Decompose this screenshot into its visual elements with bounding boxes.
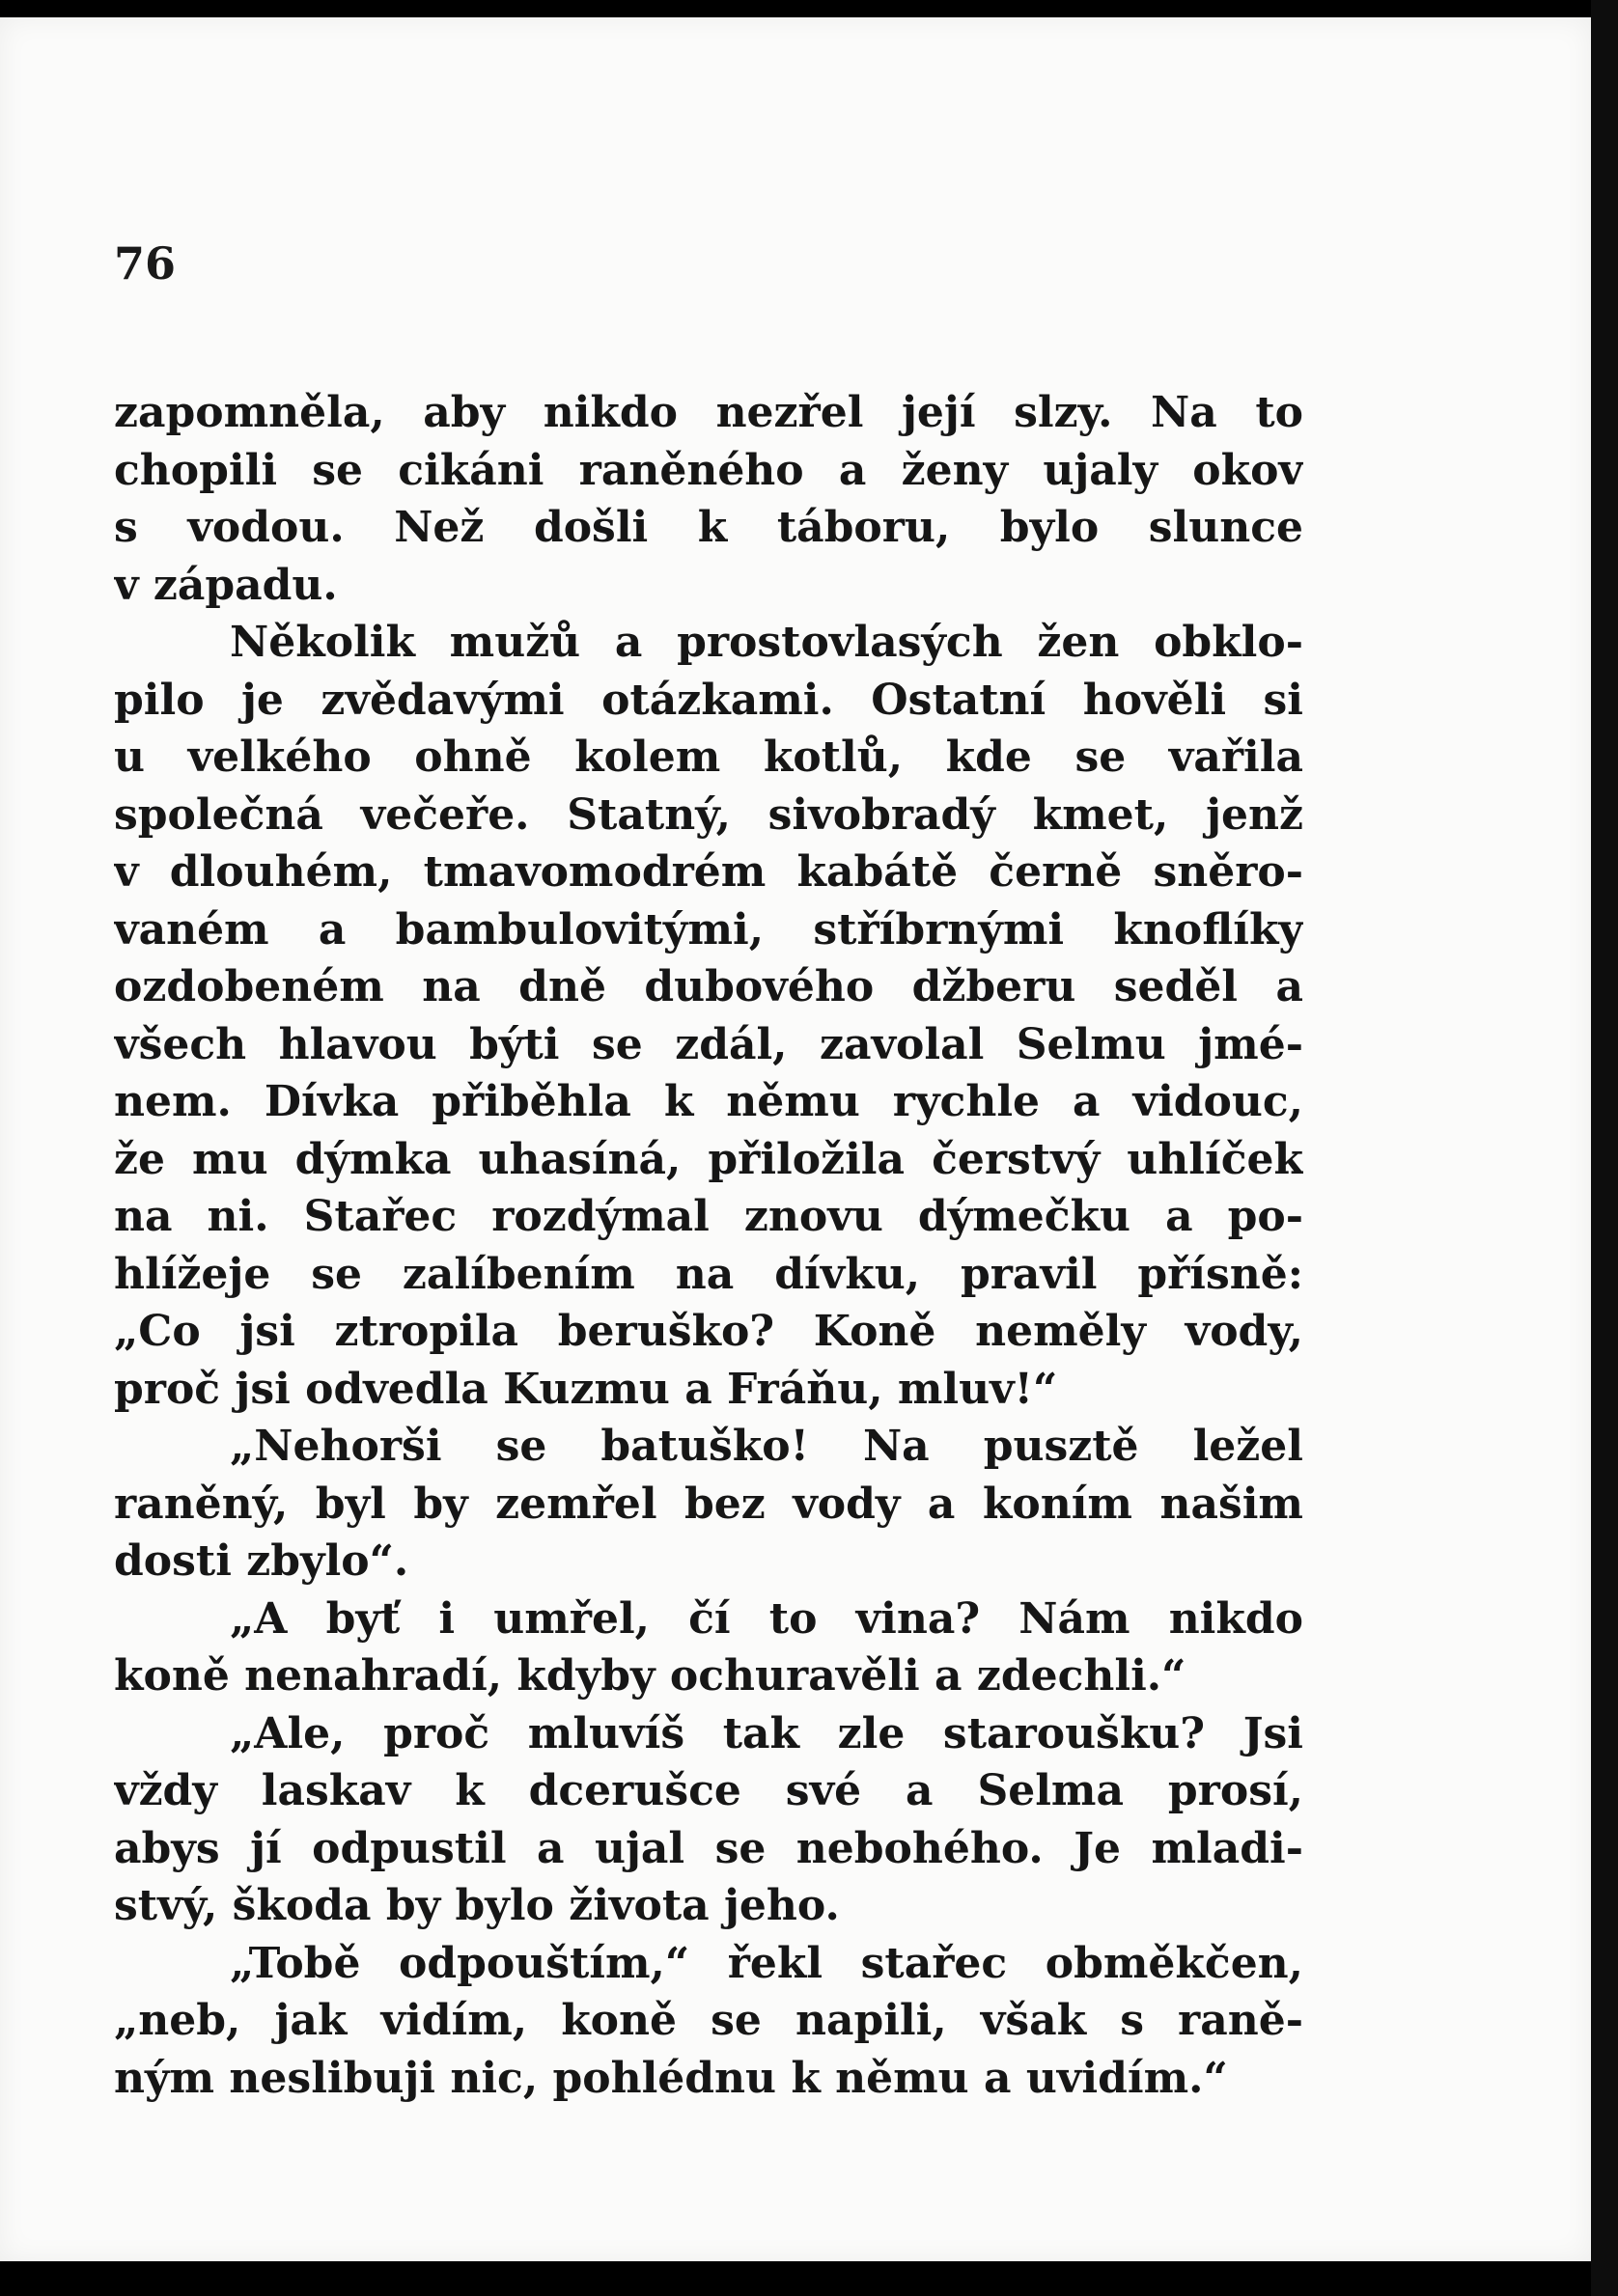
text-line: ným neslibuji nic, pohlédnu k němu a uvidím.“ xyxy=(114,2053,1228,2103)
text-line: všech hlavou býti se zdál, zavolal Selmu jmé- xyxy=(114,1019,1303,1069)
text-line: pilo je zvědavými otázkami. Ostatní hověli si xyxy=(114,675,1303,725)
scan-border xyxy=(1591,0,1618,2296)
text-line: abys jí odpustil a ujal se nebohého. Je mladi- xyxy=(114,1823,1303,1873)
text-line: „Ale, proč mluvíš tak zle staroušku? Jsi xyxy=(230,1708,1303,1758)
text-line: koně nenahradí, kdyby ochuravěli a zdechli.“ xyxy=(114,1651,1186,1701)
text-line: v západu. xyxy=(114,560,338,610)
text-line: „neb, jak vidím, koně se napili, však s raně- xyxy=(114,1996,1303,2045)
text-line: u velkého ohně kolem kotlů, kde se vařila xyxy=(114,733,1303,782)
text-line: „Nehorši se batuško! Na pusztě ležel xyxy=(230,1422,1303,1471)
text-line: ozdobeném na dně dubového džberu seděl a xyxy=(114,962,1303,1011)
text-line: hlížeje se zalíbením na dívku, pravil přísně: xyxy=(114,1249,1303,1299)
text-line: „A byť i umřel, čí to vina? Nám nikdo xyxy=(230,1593,1303,1644)
text-line: že mu dýmka uhasíná, přiložila čerstvý uhlíček xyxy=(114,1134,1303,1184)
text-line: stvý, škoda by bylo života jeho. xyxy=(114,1881,840,1930)
text-line: vždy laskav k dcerušce své a Selma prosí, xyxy=(114,1766,1303,1815)
text-line: „Co jsi ztropila beruško? Koně neměly vody, xyxy=(114,1307,1303,1356)
page-number: 76 xyxy=(114,237,177,290)
text-line: raněný, byl by zemřel bez vody a koním našim xyxy=(114,1479,1303,1529)
text-line: nem. Dívka přiběhla k němu rychle a vidouc, xyxy=(114,1077,1303,1126)
text-line: Několik mužů a prostovlasých žen obklo- xyxy=(230,618,1303,667)
text-line: proč jsi odvedla Kuzmu a Fráňu, mluv!“ xyxy=(114,1364,1058,1414)
text-line: dosti zbylo“. xyxy=(114,1536,409,1586)
text-line: zapomněla, aby nikdo nezřel její slzy. Na to xyxy=(114,388,1303,437)
body-text xyxy=(114,384,1303,2107)
text-line: v dlouhém, tmavomodrém kabátě černě sněro- xyxy=(114,847,1303,897)
text-line: chopili se cikáni raněného a ženy ujaly okov xyxy=(114,445,1303,495)
text-line: „Tobě odpouštím,“ řekl stařec obměkčen, xyxy=(230,1938,1303,1988)
text-line: na ni. Stařec rozdýmal znovu dýmečku a po- xyxy=(114,1192,1303,1241)
text-line: společná večeře. Statný, sivobradý kmet, jenž xyxy=(114,789,1303,840)
text-line: s vodou. Než došli k táboru, bylo slunce xyxy=(114,503,1303,552)
text-line: vaném a bambulovitými, stříbrnými knoflíky xyxy=(114,904,1303,954)
